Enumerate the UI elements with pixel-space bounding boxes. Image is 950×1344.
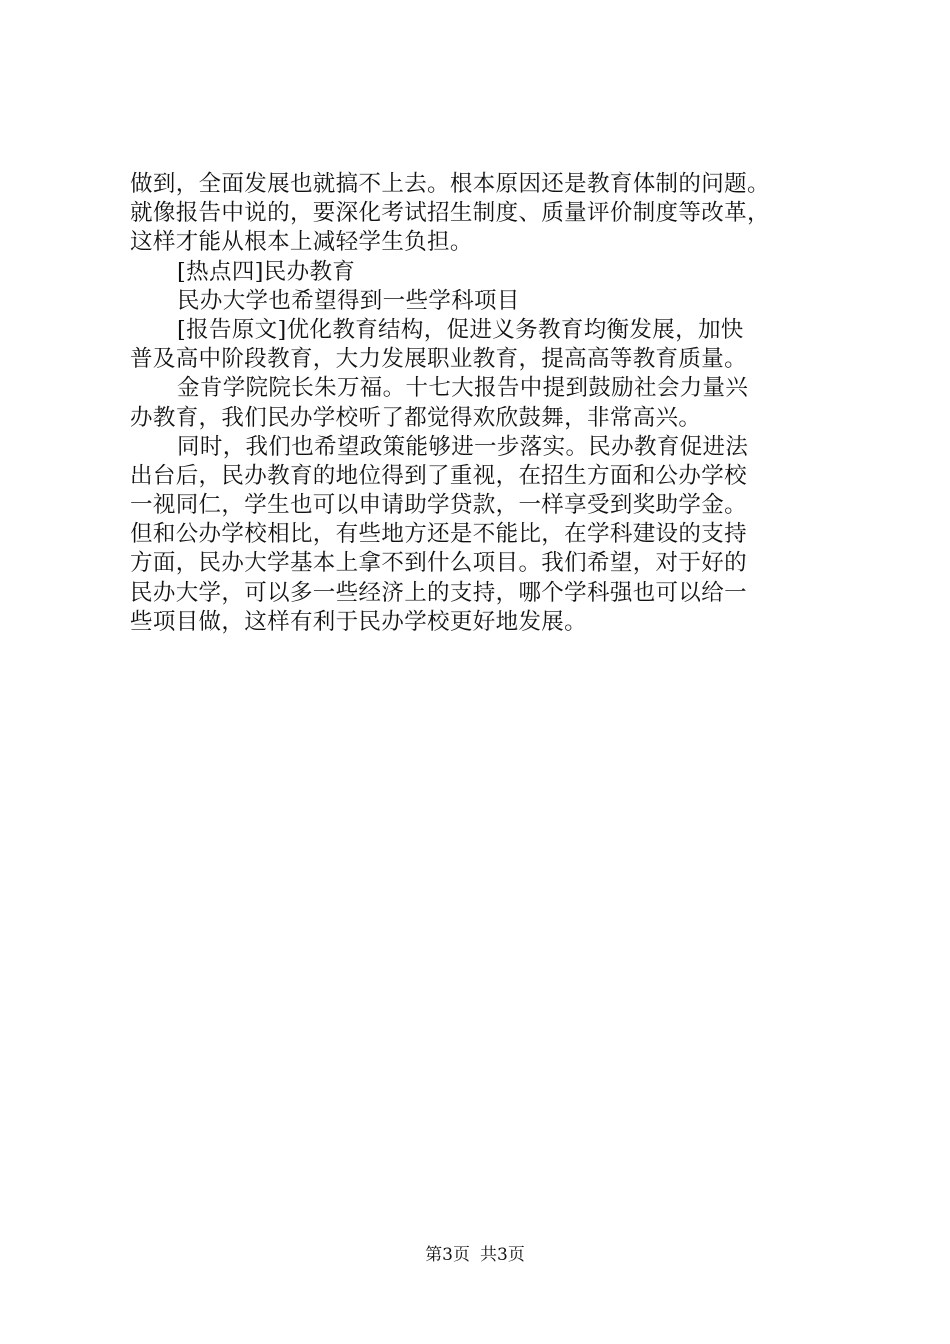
text-line: [报告原文]优化教育结构，促进义务教育均衡发展，加快 (177, 316, 744, 343)
text-line: 民办大学，可以多一些经济上的支持，哪个学科强也可以给一 (130, 579, 747, 606)
document-body (130, 170, 840, 637)
text-line: 方面，民办大学基本上拿不到什么项目。我们希望，对于好的 (130, 550, 747, 577)
text-line: 做到，全面发展也就搞不上去。根本原因还是教育体制的问题。 (130, 171, 770, 197)
section-heading: [热点四]民办教育 (177, 258, 356, 285)
text-line: 普及高中阶段教育，大力发展职业教育，提高高等教育质量。 (130, 346, 747, 373)
text-line: 但和公办学校相比，有些地方还是不能比，在学科建设的支持 (130, 521, 747, 548)
page-total: 共3页 (480, 1245, 525, 1265)
text-line: 些项目做，这样有利于民办学校更好地发展。 (130, 608, 588, 635)
text-line: 这样才能从根本上减轻学生负担。 (130, 229, 473, 256)
page-footer (0, 1243, 950, 1267)
section-subtitle: 民办大学也希望得到一些学科项目 (177, 287, 520, 314)
page-number: 第3页 (425, 1245, 470, 1265)
text-line: 办教育，我们民办学校听了都觉得欢欣鼓舞，非常高兴。 (130, 404, 702, 431)
text-line: 就像报告中说的，要深化考试招生制度、质量评价制度等改革， (130, 200, 770, 227)
text-line: 一视同仁，学生也可以申请助学贷款，一样享受到奖助学金。 (130, 492, 747, 519)
text-line: 金肯学院院长朱万福。十七大报告中提到鼓励社会力量兴 (177, 375, 749, 402)
text-line: 同时，我们也希望政策能够进一步落实。民办教育促进法 (177, 433, 749, 460)
text-line: 出台后，民办教育的地位得到了重视，在招生方面和公办学校 (130, 462, 747, 489)
